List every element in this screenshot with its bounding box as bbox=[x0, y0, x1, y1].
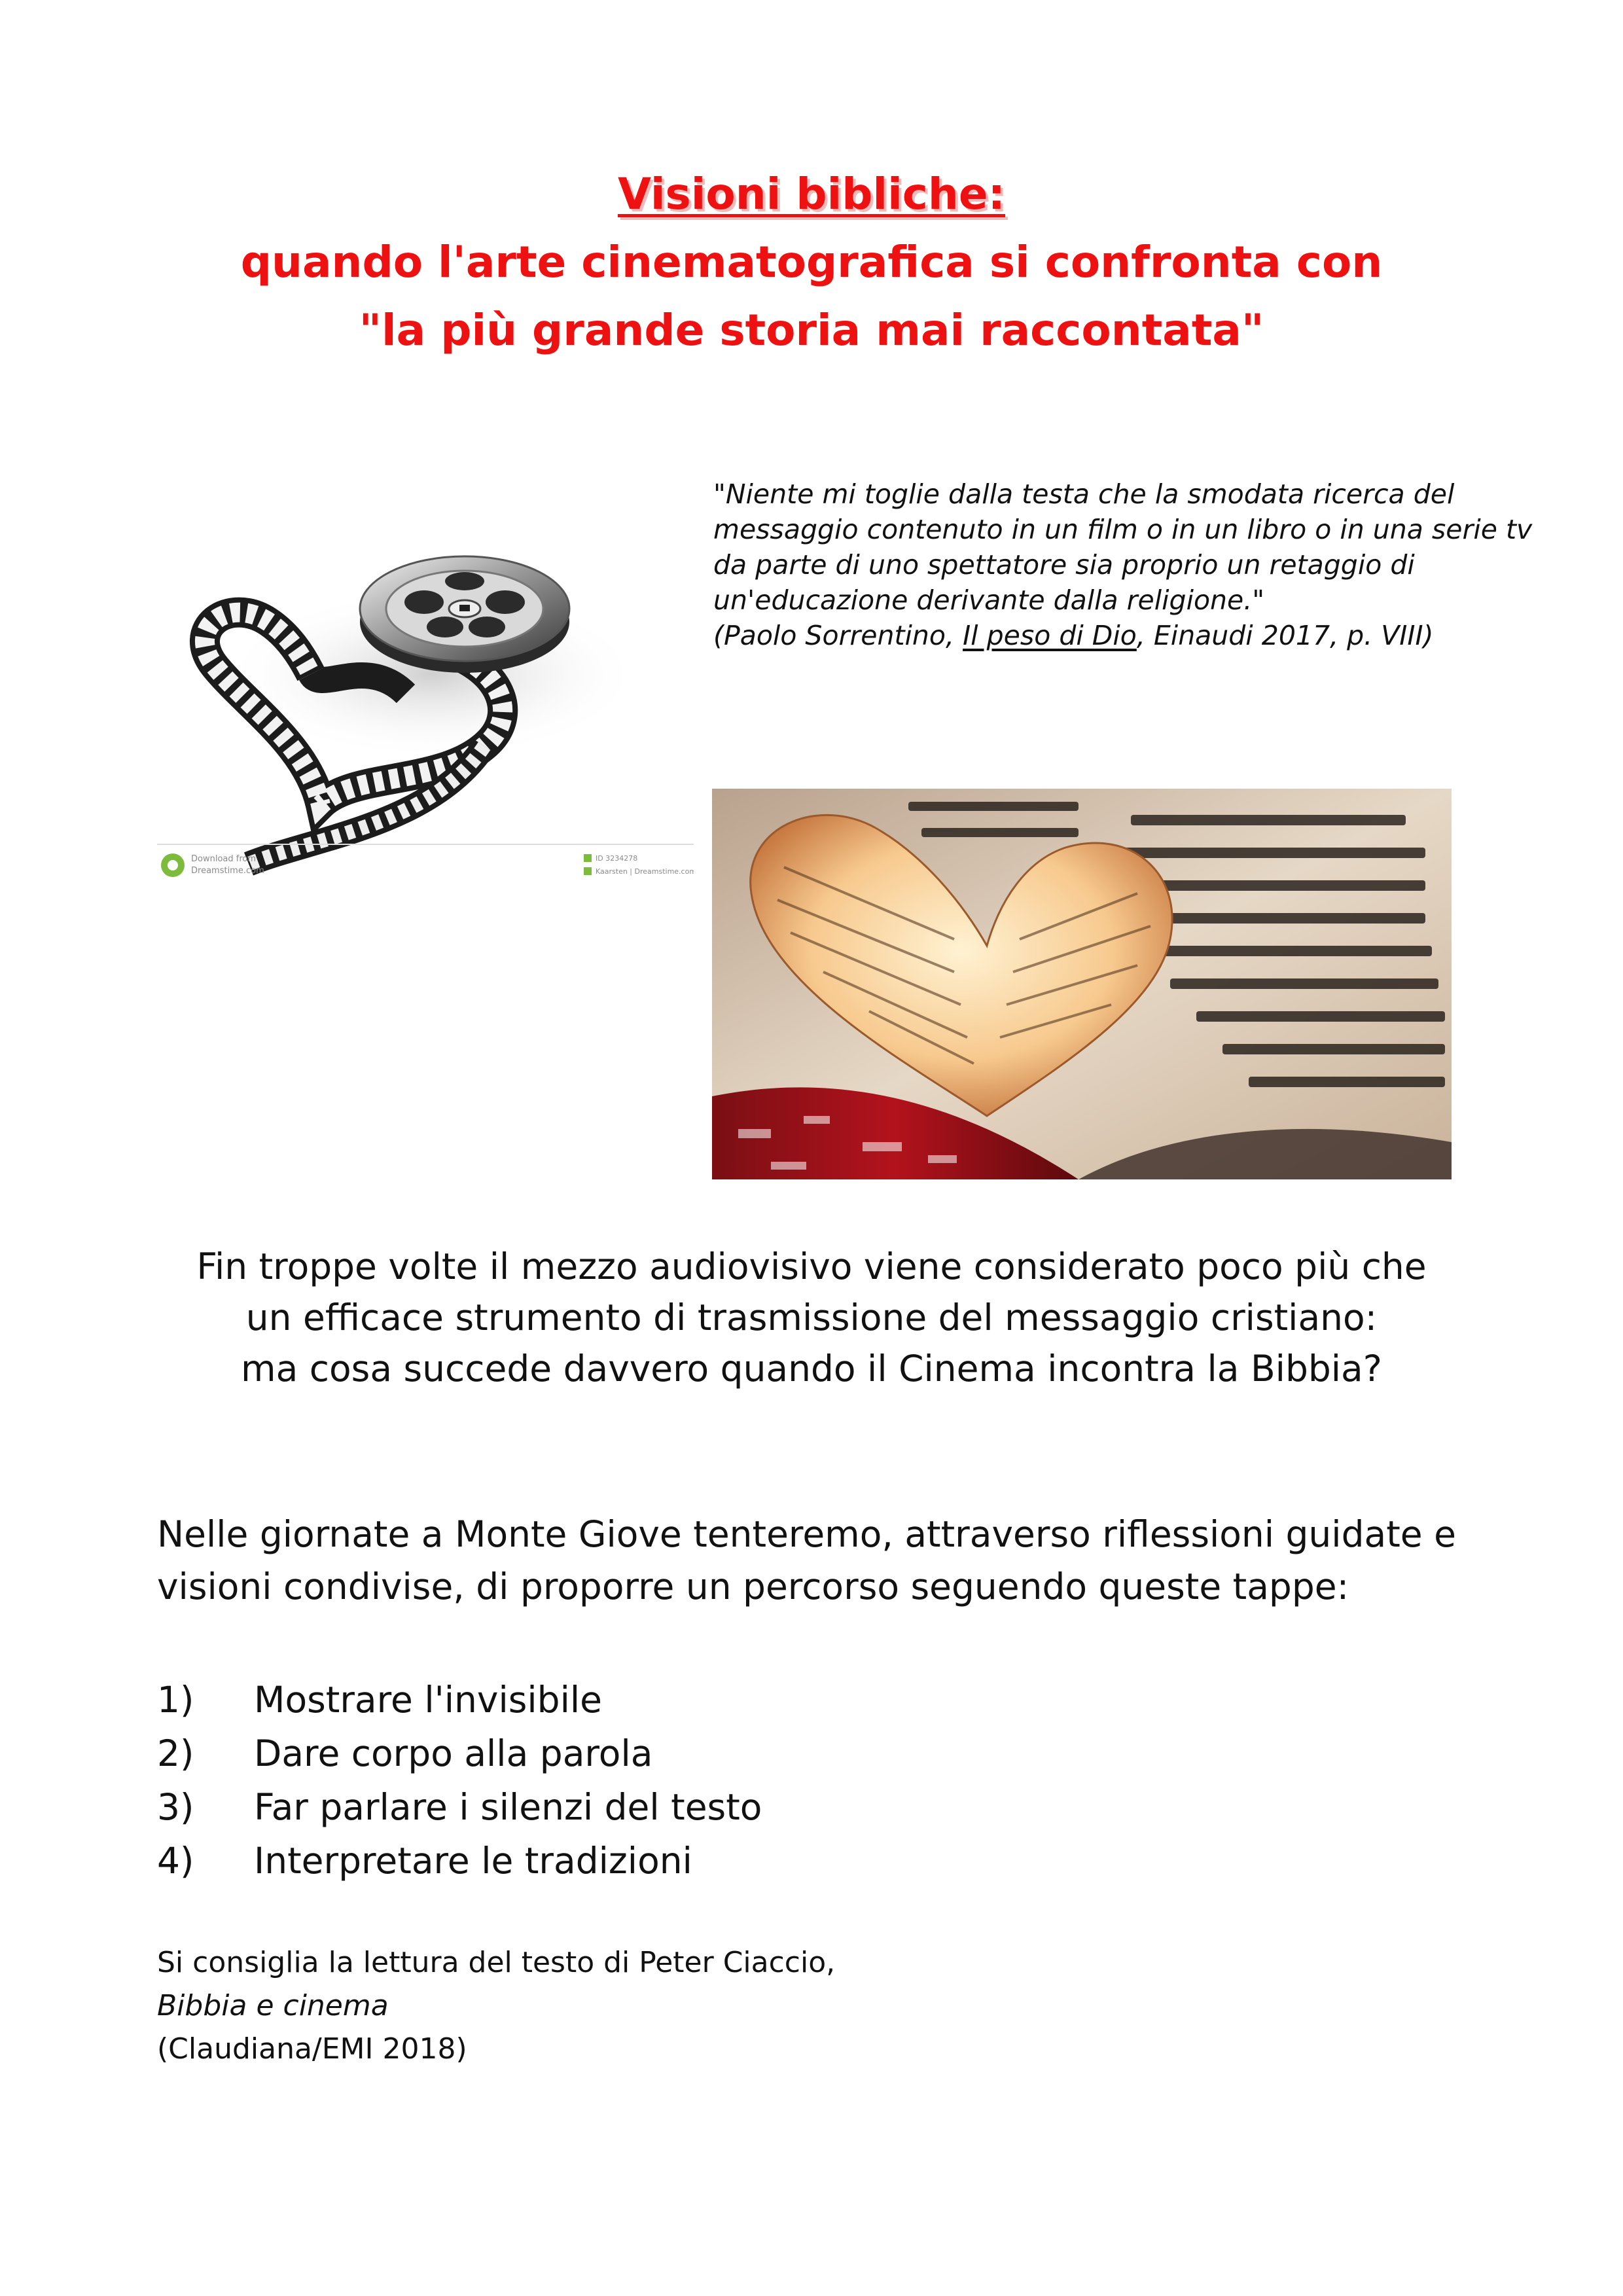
quote-line-2: messaggio contenuto in un film o in un libro o in una serie tv bbox=[713, 514, 1533, 545]
svg-text:Download from: Download from bbox=[191, 854, 257, 864]
quote-line-1: "Niente mi toglie dalla testa che la smodata ricerca del bbox=[713, 478, 1455, 510]
step-number: 2) bbox=[157, 1732, 194, 1774]
reading-suggestion bbox=[157, 1941, 1466, 2071]
step-text: Interpretare le tradizioni bbox=[254, 1840, 692, 1882]
list-item bbox=[157, 1780, 1335, 1834]
step-text: Mostrare l'invisibile bbox=[254, 1679, 602, 1721]
reading-line-2: (Claudiana/EMI 2018) bbox=[157, 2032, 467, 2066]
intro-line-1: Fin troppe volte il mezzo audiovisivo viene considerato poco più che bbox=[196, 1246, 1427, 1287]
quote-line-4: un'educazione derivante dalla religione." bbox=[713, 584, 1265, 616]
title-line-3: "la più grande storia mai raccontata" bbox=[359, 305, 1264, 355]
intro-paragraph bbox=[0, 1241, 1623, 1394]
reading-book-title: Bibbia e cinema bbox=[157, 1989, 389, 2022]
step-number: 1) bbox=[157, 1679, 194, 1721]
step-number: 3) bbox=[157, 1786, 194, 1828]
body-line-1: Nelle giornate a Monte Giove tenteremo, attraverso riflessioni guidate e bbox=[157, 1513, 1456, 1555]
list-item bbox=[157, 1727, 1335, 1780]
intro-line-3: ma cosa succede davvero quando il Cinema incontra la Bibbia? bbox=[241, 1348, 1382, 1390]
list-item bbox=[157, 1834, 1335, 1888]
reel bbox=[360, 556, 569, 673]
book-heart-image bbox=[712, 789, 1452, 1179]
watermark-bar bbox=[157, 844, 694, 877]
step-text: Dare corpo alla parola bbox=[254, 1732, 653, 1774]
film-reel-heart-image bbox=[157, 497, 694, 890]
title-line-2: quando l'arte cinematografica si confronta con bbox=[240, 237, 1383, 287]
quote-line-3: da parte di uno spettatore sia proprio un retaggio di bbox=[713, 549, 1415, 581]
reading-line-1: Si consiglia la lettura del testo di Peter Ciaccio, Bibbia e cinema bbox=[157, 1946, 836, 2022]
citation-book-title: Il peso di Dio bbox=[963, 620, 1137, 651]
list-item bbox=[157, 1673, 1335, 1727]
sorrentino-quote bbox=[713, 476, 1564, 653]
quote-citation: (Paolo Sorrentino, Il peso di Dio, Einaudi 2017, p. VIII) bbox=[713, 620, 1434, 651]
svg-text:ID 3234278: ID 3234278 bbox=[596, 854, 638, 863]
intro-line-2: un efficace strumento di trasmissione del messaggio cristiano: bbox=[245, 1297, 1378, 1338]
svg-text:Kaarsten | Dreamstime.com: Kaarsten | Dreamstime.com bbox=[596, 867, 694, 876]
page-title bbox=[0, 160, 1623, 365]
step-number: 4) bbox=[157, 1840, 194, 1882]
title-line-1: Visioni bibliche: bbox=[617, 169, 1005, 219]
body-paragraph bbox=[157, 1508, 1531, 1613]
svg-text:Dreamstime.com: Dreamstime.com bbox=[191, 866, 264, 876]
body-line-2: visioni condivise, di proporre un percorso seguendo queste tappe: bbox=[157, 1566, 1349, 1607]
step-text: Far parlare i silenzi del testo bbox=[254, 1786, 762, 1828]
steps-list bbox=[157, 1673, 1335, 1888]
